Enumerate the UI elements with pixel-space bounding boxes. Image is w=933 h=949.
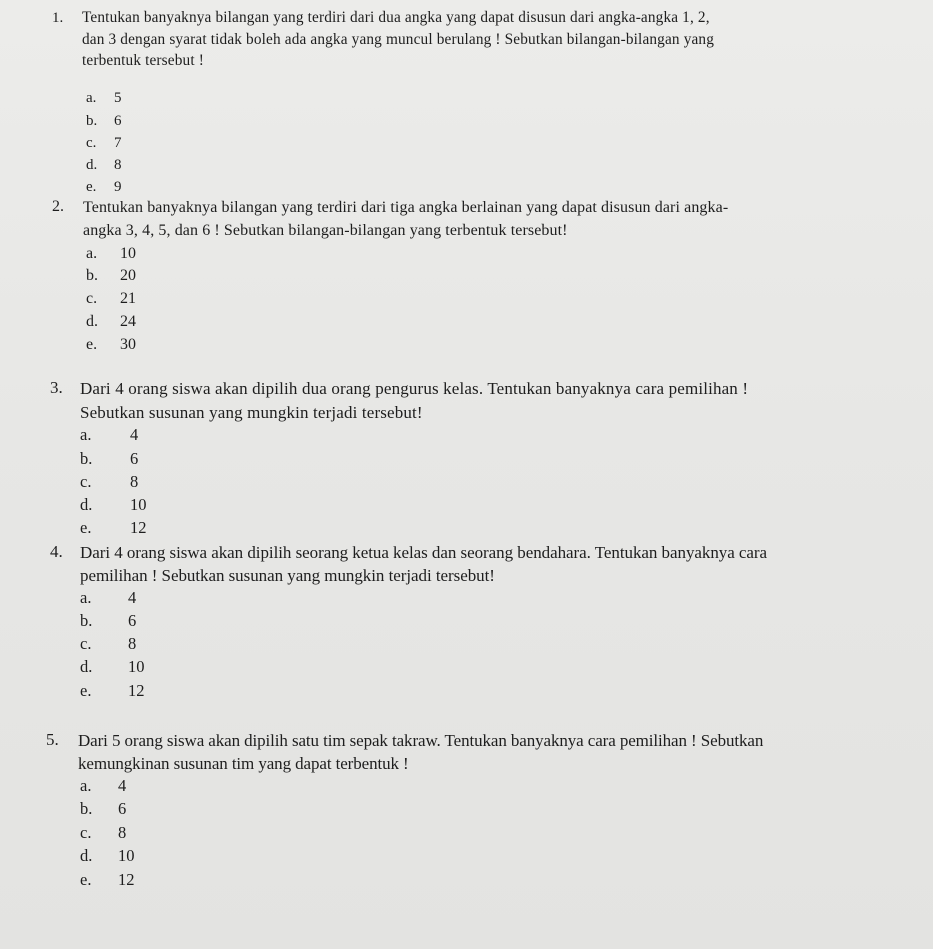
option-value: 12 — [128, 681, 145, 700]
option-letter: e. — [86, 336, 98, 353]
option-letter: d. — [80, 846, 93, 865]
option-letter: c. — [86, 135, 97, 151]
question-line: terbentuk tersebut ! — [82, 52, 204, 69]
question-line: Dari 4 orang siswa akan dipilih seorang ketua kelas dan seorang bendahara. Tentukan banyaknya cara — [80, 543, 768, 562]
option-value: 8 — [114, 157, 122, 173]
option-letter: b. — [86, 113, 98, 129]
option-a — [80, 588, 136, 608]
option-e — [80, 518, 147, 538]
question-number: 3. — [50, 378, 63, 397]
option-letter: a. — [80, 588, 92, 607]
option-value: 4 — [128, 588, 137, 607]
option-letter: d. — [80, 657, 93, 676]
option-value: 12 — [130, 518, 147, 537]
option-d — [80, 657, 145, 677]
option-value: 30 — [120, 336, 136, 353]
option-value: 12 — [118, 870, 135, 889]
option-b — [80, 449, 138, 469]
option-letter: c. — [86, 290, 98, 307]
option-d — [86, 312, 136, 332]
option-b — [86, 266, 136, 286]
option-b — [80, 611, 136, 631]
option-letter: d. — [86, 313, 98, 330]
question-text — [82, 7, 714, 72]
option-value: 20 — [120, 267, 136, 284]
question-text — [78, 729, 763, 775]
option-a — [86, 88, 122, 108]
option-letter: e. — [80, 518, 92, 537]
question-line: dan 3 dengan syarat tidak boleh ada angka yang muncul berulang ! Sebutkan bilangan-bilangan yang — [82, 30, 715, 48]
option-letter: c. — [80, 634, 92, 653]
option-e — [80, 681, 145, 701]
question-line: pemilihan ! Sebutkan susunan yang mungkin terjadi tersebut! — [80, 566, 495, 585]
option-value: 6 — [128, 611, 137, 630]
option-value: 10 — [120, 245, 136, 262]
option-b — [86, 111, 122, 131]
option-e — [86, 335, 136, 355]
option-value: 4 — [130, 425, 139, 444]
option-letter: b. — [80, 799, 93, 818]
option-letter: a. — [80, 425, 92, 444]
question-line: Tentukan banyaknya bilangan yang terdiri dari dua angka yang dapat disusun dari angka-angka 1, 2, — [82, 9, 710, 26]
option-letter: e. — [80, 870, 92, 889]
option-value: 9 — [114, 179, 122, 195]
question-line: kemungkinan susunan tim yang dapat terbentuk ! — [78, 754, 409, 773]
question-text — [80, 541, 767, 587]
option-letter: d. — [86, 157, 98, 173]
option-value: 4 — [118, 776, 127, 795]
option-a — [80, 776, 126, 796]
question-number: 1. — [52, 10, 64, 26]
option-c — [80, 823, 126, 843]
option-letter: a. — [80, 776, 92, 795]
option-c — [80, 472, 138, 492]
option-value: 8 — [130, 472, 139, 491]
question-line: Dari 4 orang siswa akan dipilih dua orang pengurus kelas. Tentukan banyaknya cara pemilihan ! — [80, 379, 749, 398]
option-value: 6 — [130, 449, 139, 468]
option-e — [86, 177, 122, 197]
option-value: 5 — [114, 90, 122, 106]
question-number: 5. — [46, 730, 59, 749]
question-line: Sebutkan susunan yang mungkin terjadi tersebut! — [80, 403, 423, 422]
option-letter: a. — [86, 245, 98, 262]
option-value: 10 — [128, 657, 145, 676]
option-value: 10 — [130, 495, 147, 514]
option-value: 7 — [114, 135, 122, 151]
option-value: 6 — [114, 113, 122, 129]
option-d — [86, 155, 122, 175]
option-letter: e. — [86, 179, 97, 195]
question-line: Tentukan banyaknya bilangan yang terdiri dari tiga angka berlainan yang dapat disusun dari angka- — [83, 199, 729, 216]
option-c — [80, 634, 136, 654]
option-value: 21 — [120, 290, 136, 307]
question-line: Dari 5 orang siswa akan dipilih satu tim sepak takraw. Tentukan banyaknya cara pemilihan ! Sebutkan — [78, 731, 764, 750]
option-value: 24 — [120, 313, 136, 330]
option-b — [80, 799, 126, 819]
question-line: angka 3, 4, 5, dan 6 ! Sebutkan bilangan-bilangan yang terbentuk tersebut! — [83, 222, 568, 239]
question-text — [80, 377, 748, 425]
option-letter: c. — [80, 823, 92, 842]
option-letter: b. — [80, 611, 93, 630]
question-number: 2. — [52, 198, 64, 215]
option-value: 10 — [118, 846, 135, 865]
question-text — [83, 196, 728, 242]
option-letter: b. — [86, 267, 98, 284]
option-value: 6 — [118, 799, 127, 818]
option-value: 8 — [128, 634, 137, 653]
option-d — [80, 846, 135, 866]
option-value: 8 — [118, 823, 127, 842]
option-c — [86, 133, 122, 153]
option-a — [86, 244, 136, 264]
option-c — [86, 289, 136, 309]
option-a — [80, 425, 138, 445]
option-e — [80, 870, 135, 890]
question-number: 4. — [50, 542, 63, 561]
option-letter: d. — [80, 495, 93, 514]
option-letter: e. — [80, 681, 92, 700]
option-letter: b. — [80, 449, 93, 468]
option-d — [80, 495, 147, 515]
option-letter: c. — [80, 472, 92, 491]
option-letter: a. — [86, 90, 97, 106]
